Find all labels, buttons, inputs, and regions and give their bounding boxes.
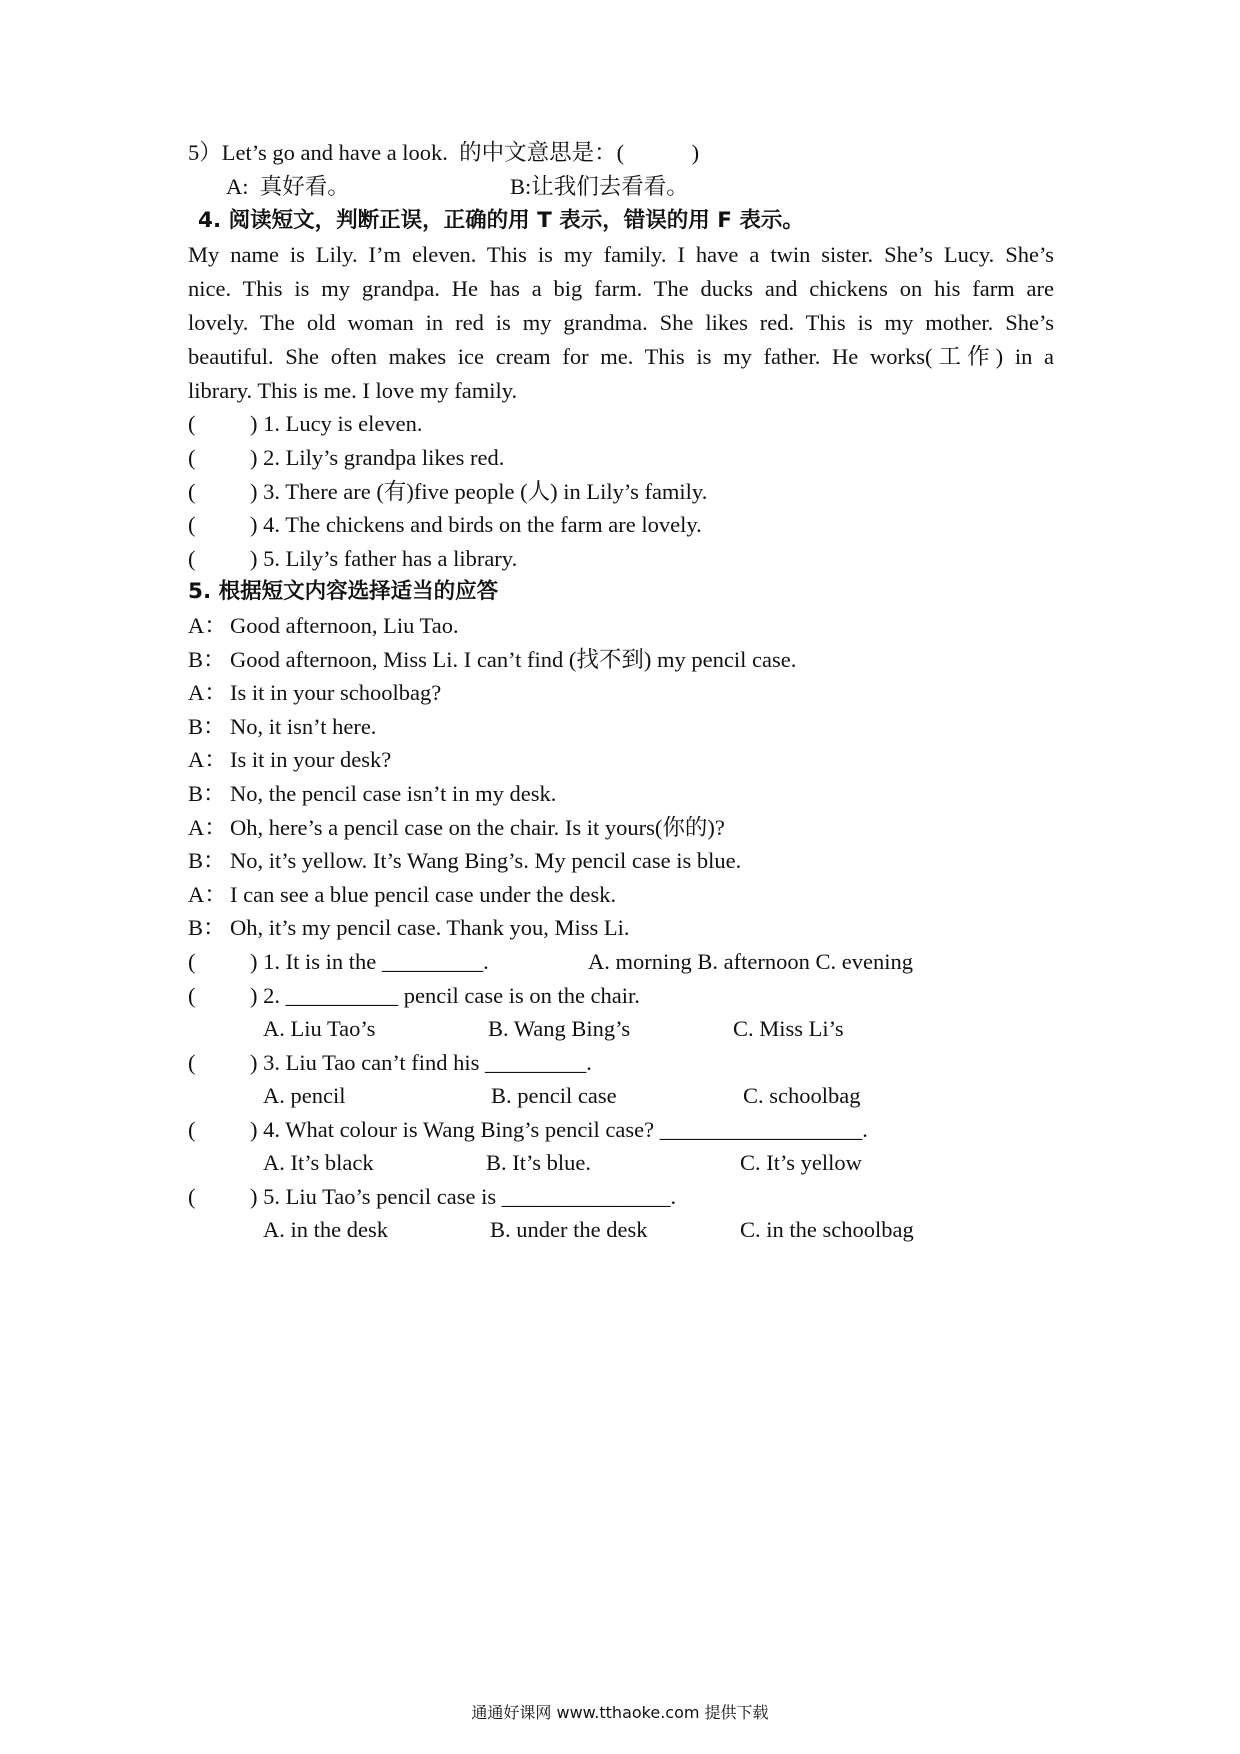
answer-blank[interactable]: ( (188, 949, 196, 974)
answer-blank[interactable]: ( (188, 1117, 196, 1142)
answer-blank[interactable]: ( (188, 1184, 196, 1209)
mc-question-4: ( ) 4. What colour is Wang Bing’s pencil case? __________________. (188, 1111, 868, 1149)
mc-question-1-options: A. morning B. afternoon C. evening (588, 949, 913, 974)
dialogue-line: A： Is it in your schoolbag? (188, 680, 442, 705)
q5-option-b: B:让我们去看看。 (510, 174, 689, 199)
dialogue-line: A： Good afternoon, Liu Tao. (188, 613, 459, 638)
answer-blank[interactable]: ( (188, 1050, 196, 1075)
answer-blank[interactable]: ( (188, 411, 196, 436)
option-a: A. It’s black (263, 1150, 374, 1175)
option-c: C. in the schoolbag (740, 1217, 914, 1242)
answer-blank[interactable]: ( (188, 546, 196, 571)
passage-line-4: beautiful. She often makes ice cream for me. This is my father. He works(工作) in a (188, 344, 1054, 369)
option-b: B. It’s blue. (486, 1150, 591, 1175)
passage-line-3: lovely. The old woman in red is my grandma. She likes red. This is my mother. She’s (188, 310, 1054, 335)
tf-statement: ( ) 5. Lily’s father has a library. (188, 540, 517, 578)
option-b: B. under the desk (490, 1217, 648, 1242)
option-b: B. pencil case (491, 1083, 617, 1108)
answer-blank[interactable]: ( (188, 512, 196, 537)
dialogue-line: A： I can see a blue pencil case under the desk. (188, 882, 617, 907)
passage-line-5: library. This is me. I love my family. (188, 378, 518, 403)
option-a: A. pencil (263, 1083, 346, 1108)
tf-statement: ( ) 3. There are (有)five people (人) in Lily’s family. (188, 473, 707, 511)
answer-blank[interactable]: ( (188, 445, 196, 470)
option-b: B. Wang Bing’s (488, 1016, 631, 1041)
answer-blank[interactable]: ( (188, 983, 196, 1008)
dialogue-line: A： Oh, here’s a pencil case on the chair. Is it yours(你的)? (188, 815, 725, 840)
option-c: C. Miss Li’s (733, 1016, 844, 1041)
option-a: A. Liu Tao’s (263, 1016, 376, 1041)
mc-question-2: ( ) 2. __________ pencil case is on the chair. (188, 977, 640, 1015)
option-c: C. schoolbag (743, 1083, 861, 1108)
option-c: C. It’s yellow (740, 1150, 862, 1175)
dialogue-line: A： Is it in your desk? (188, 747, 392, 772)
dialogue-line: B： No, it isn’t here. (188, 714, 377, 739)
dialogue-line: B： Oh, it’s my pencil case. Thank you, Miss Li. (188, 915, 630, 940)
option-a: A. in the desk (263, 1217, 388, 1242)
mc-question-5: ( ) 5. Liu Tao’s pencil case is _______________. (188, 1178, 676, 1216)
q5-option-a: A: 真好看。 (226, 174, 350, 199)
mc-question-3: ( ) 3. Liu Tao can’t find his _________. (188, 1044, 592, 1082)
tf-statement: ( ) 1. Lucy is eleven. (188, 405, 422, 443)
dialogue-line: B： No, it’s yellow. It’s Wang Bing’s. My pencil case is blue. (188, 848, 742, 873)
tf-statement: ( ) 4. The chickens and birds on the farm are lovely. (188, 506, 702, 544)
mc-question-1: ( ) 1. It is in the _________. (188, 943, 489, 981)
passage-line-1: My name is Lily. I’m eleven. This is my family. I have a twin sister. She’s Lucy. She’s (188, 242, 1054, 267)
section4-heading: 4. 阅读短文，判断正误，正确的用 T 表示，错误的用 F 表示。 (198, 208, 804, 233)
dialogue-line: B： Good afternoon, Miss Li. I can’t find (找不到) my pencil case. (188, 647, 797, 672)
tf-statement: ( ) 2. Lily’s grandpa likes red. (188, 439, 504, 477)
passage-line-2: nice. This is my grandpa. He has a big farm. The ducks and chickens on his farm are (188, 276, 1054, 301)
page-footer: 通通好课网 www.tthaoke.com 提供下载 (471, 1703, 769, 1722)
q5-stem: 5）Let’s go and have a look. 的中文意思是：( ) (188, 140, 700, 165)
answer-blank[interactable]: ( (188, 479, 196, 504)
section5-heading: 5. 根据短文内容选择适当的应答 (188, 579, 499, 604)
dialogue-line: B： No, the pencil case isn’t in my desk. (188, 781, 557, 806)
